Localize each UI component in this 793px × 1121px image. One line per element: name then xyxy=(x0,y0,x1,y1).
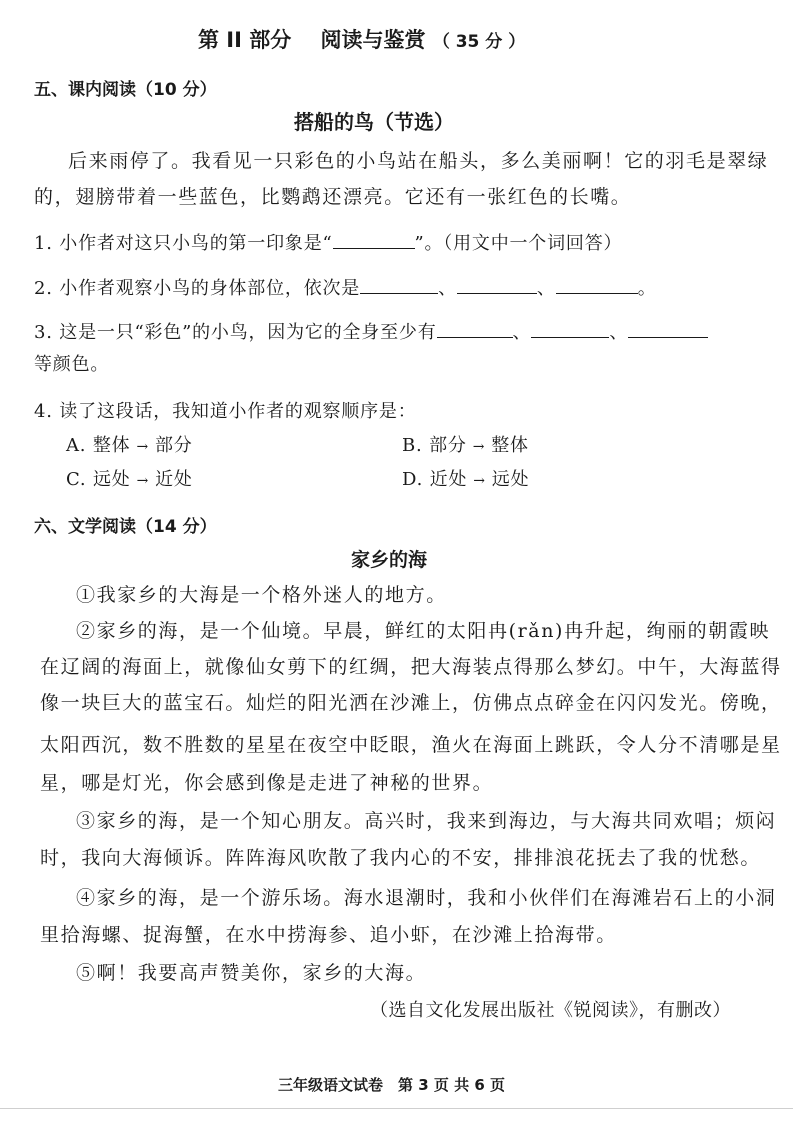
section6-line-6: 星，哪是灯光，你会感到像是走进了神秘的世界。 xyxy=(40,772,494,794)
option-a[interactable]: A. 整体 → 部分 xyxy=(66,435,193,456)
question-3-line-2: 等颜色。 xyxy=(34,354,110,375)
section6-line-10: 里拾海螺、捉海蟹，在水中捞海参、追小虾，在沙滩上拾海带。 xyxy=(40,924,617,946)
section5-heading: 五、课内阅读（10 分） xyxy=(34,80,217,100)
question-3: 3. 这是一只“彩色”的小鸟，因为它的全身至少有 、 、 xyxy=(34,318,708,344)
section5-passage-line-1: 后来雨停了。我看见一只彩色的小鸟站在船头，多么美丽啊！它的羽毛是翠绿 xyxy=(68,150,769,172)
arrow-right-icon: → xyxy=(136,473,150,489)
section5-passage-title: 搭船的鸟（节选） xyxy=(294,110,454,134)
arrow-right-icon: → xyxy=(136,439,149,455)
part-label: 第 II 部分 xyxy=(198,28,292,52)
answer-blank[interactable] xyxy=(556,292,638,294)
section6-line-8: 时，我向大海倾诉。阵阵海风吹散了我内心的不安，排排浪花抚去了我的忧愁。 xyxy=(40,847,762,869)
page-footer: 三年级语文试卷 第 3 页 共 6 页 xyxy=(278,1076,505,1094)
answer-blank[interactable] xyxy=(333,247,415,249)
question-4-stem: 4. 读了这段话，我知道小作者的观察顺序是： xyxy=(34,401,417,422)
arrow-right-icon: → xyxy=(472,439,486,455)
answer-blank[interactable] xyxy=(531,336,609,338)
source-citation: （选自文化发展出版社《锐阅读》，有删改） xyxy=(370,1000,731,1021)
section6-heading: 六、文学阅读（14 分） xyxy=(34,517,217,537)
section6-line-4: 像一块巨大的蓝宝石。灿烂的阳光洒在沙滩上，仿佛点点碎金在闪闪发光。傍晚， xyxy=(40,692,782,714)
section6-line-9: ④家乡的海，是一个游乐场。海水退潮时，我和小伙伴们在海滩岩石上的小洞 xyxy=(76,887,777,909)
part-title: 阅读与鉴赏 xyxy=(320,28,426,52)
section6-line-11: ⑤啊！我要高声赞美你，家乡的大海。 xyxy=(76,962,427,984)
section6-line-1: ①我家乡的大海是一个格外迷人的地方。 xyxy=(76,584,447,606)
section5-passage-line-2: 的，翅膀带着一些蓝色，比鹦鹉还漂亮。它还有一张红色的长嘴。 xyxy=(34,186,632,208)
part-score: （ 35 分 ） xyxy=(432,32,526,52)
answer-blank[interactable] xyxy=(437,336,513,338)
question-2: 2. 小作者观察小鸟的身体部位，依次是 、 、 。 xyxy=(34,278,657,299)
answer-blank[interactable] xyxy=(628,336,708,338)
answer-blank[interactable] xyxy=(457,292,537,294)
answer-blank[interactable] xyxy=(360,292,438,294)
section6-line-2: ②家乡的海，是一个仙境。早晨，鲜红的太阳冉(rǎn)冉升起，绚丽的朝霞映 xyxy=(76,620,771,642)
option-c[interactable]: C. 远处 → 近处 xyxy=(66,469,193,490)
option-b[interactable]: B. 部分 → 整体 xyxy=(402,435,529,456)
section6-line-7: ③家乡的海，是一个知心朋友。高兴时，我来到海边，与大海共同欢唱；烦闷 xyxy=(76,810,777,832)
footer-divider xyxy=(0,1108,793,1109)
section6-passage-title: 家乡的海 xyxy=(351,549,428,571)
question-1: 1. 小作者对这只小鸟的第一印象是“ ”。（用文中一个词回答） xyxy=(34,233,623,254)
arrow-right-icon: → xyxy=(473,473,486,489)
section6-line-3: 在辽阔的海面上，就像仙女剪下的红绸，把大海装点得那么梦幻。中午，大海蓝得 xyxy=(40,656,782,678)
section6-line-5: 太阳西沉，数不胜数的星星在夜空中眨眼，渔火在海面上跳跃，令人分不清哪是星 xyxy=(40,734,782,756)
part-header xyxy=(198,24,525,54)
option-d[interactable]: D. 近处 → 远处 xyxy=(402,469,530,490)
